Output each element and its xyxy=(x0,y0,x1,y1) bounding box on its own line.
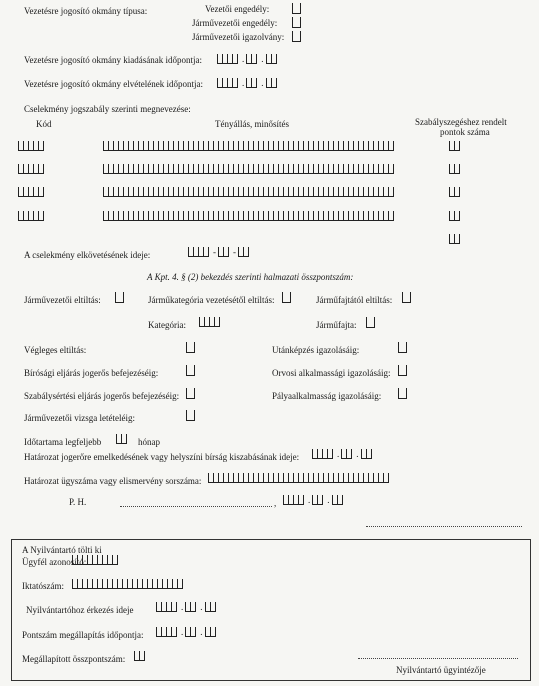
stamp-date-field[interactable] xyxy=(283,494,346,505)
duration-field[interactable] xyxy=(116,433,130,444)
input-cell[interactable] xyxy=(346,449,352,459)
signature-dotted-line xyxy=(366,526,522,527)
license-issue-label: Vezetésre jogosító okmány kiadásának időpontja: xyxy=(24,55,202,65)
input-cell[interactable] xyxy=(232,78,238,88)
check-final[interactable] xyxy=(186,342,195,353)
option-jarmuvezetoi-engedely: Járművezetői engedély: xyxy=(192,18,278,28)
offence-facts-field[interactable] xyxy=(103,163,397,174)
duration-label: Időtartama legfeljebb xyxy=(24,437,102,447)
duration-unit: hónap xyxy=(138,437,160,447)
driver-ban-label: Járművezetői eltiltás: xyxy=(24,295,101,305)
separator: . xyxy=(200,602,203,612)
check-aptitude[interactable] xyxy=(398,388,407,399)
checkbox-jarmuvezetoi-engedely[interactable] xyxy=(292,17,301,28)
input-cell[interactable] xyxy=(337,495,343,505)
input-cell[interactable] xyxy=(388,211,394,221)
clerk-dotted-line xyxy=(358,658,518,659)
input-cell[interactable] xyxy=(271,54,277,64)
input-cell[interactable] xyxy=(298,495,304,505)
input-cell[interactable] xyxy=(121,434,127,444)
ph-label: P. H. xyxy=(69,497,87,507)
input-cell[interactable] xyxy=(366,449,372,459)
check-label-retraining: Utánképzés igazolásáig: xyxy=(272,345,360,355)
input-cell[interactable] xyxy=(210,627,216,637)
option-vezetoi-engedely: Vezetői engedély: xyxy=(205,4,270,14)
check-label-final: Végleges eltiltás: xyxy=(24,345,87,355)
separator: - xyxy=(213,247,216,257)
separator: . xyxy=(181,602,184,612)
checkbox-vezetoi-engedely[interactable] xyxy=(292,3,301,14)
file-no-field[interactable] xyxy=(72,578,186,589)
input-cell[interactable] xyxy=(203,247,209,257)
offence-points-field[interactable] xyxy=(449,140,463,151)
separator: . xyxy=(200,627,203,637)
clerk-label: Nyilvántartó ügyintézője xyxy=(396,665,486,675)
separator: . xyxy=(242,78,245,88)
decision-date-label: Határozat jogerőre emelkedésének vagy helyszíni bírság kiszabásának ideje: xyxy=(24,452,300,462)
input-cell[interactable] xyxy=(388,187,394,197)
license-type-label: Vezetésre jogosító okmány típusa: xyxy=(24,6,148,16)
driver-ban-checkbox[interactable] xyxy=(115,292,124,303)
input-cell[interactable] xyxy=(171,602,177,612)
total-points-field[interactable] xyxy=(134,650,148,661)
input-cell[interactable] xyxy=(190,627,196,637)
check-retraining[interactable] xyxy=(398,342,407,353)
input-cell[interactable] xyxy=(454,164,460,174)
separator: . xyxy=(308,495,311,505)
separator: . xyxy=(356,449,359,459)
input-cell[interactable] xyxy=(251,54,257,64)
input-cell[interactable] xyxy=(317,495,323,505)
checkbox-jarmuvezetoi-igazolvany[interactable] xyxy=(292,31,301,42)
offence-points-field[interactable] xyxy=(449,163,463,174)
column-code: Kód xyxy=(36,119,52,129)
category-field[interactable] xyxy=(199,316,223,327)
check-label-misdemeanor: Szabálysértési eljárás jogerős befejezéséig: xyxy=(24,391,180,401)
offence-facts-field[interactable] xyxy=(103,210,397,221)
offence-code-field[interactable] xyxy=(18,140,47,151)
vehicle-type-label: Járműfajta: xyxy=(316,320,357,330)
category-label: Kategória: xyxy=(148,320,186,330)
check-court[interactable] xyxy=(186,365,195,376)
input-cell[interactable] xyxy=(454,234,460,244)
check-label-exam: Járművezetői vizsga letételéig: xyxy=(24,413,135,423)
offence-date-label: A cselekmény elkövetésének ideje: xyxy=(24,250,151,260)
check-exam[interactable] xyxy=(186,410,195,421)
license-withdraw-date-field[interactable] xyxy=(217,77,280,88)
offence-code-field[interactable] xyxy=(18,210,47,221)
option-jarmuvezetoi-igazolvany: Járművezetői igazolvány: xyxy=(192,32,285,42)
input-cell[interactable] xyxy=(223,247,229,257)
decision-number-label: Határozat ügyszáma vagy elismervény sorszáma: xyxy=(24,476,202,486)
section-title: A Kpt. 4. § (2) bekezdés szerinti halmazati összpontszám: xyxy=(147,272,354,282)
offence-date-field[interactable] xyxy=(188,246,252,257)
comma: , xyxy=(274,498,277,508)
check-misdemeanor[interactable] xyxy=(186,388,195,399)
column-points-1: Szabályszegéshez rendelt xyxy=(415,117,507,127)
score-date-label: Pontszám megállapítás időpontja: xyxy=(22,630,144,640)
separator: . xyxy=(337,449,340,459)
separator: . xyxy=(242,54,245,64)
column-facts: Tényállás, minősítés xyxy=(215,119,289,129)
input-cell[interactable] xyxy=(38,141,44,151)
offence-heading: Cselekmény jogszabály szerinti megnevezése: xyxy=(24,104,191,114)
input-cell[interactable] xyxy=(243,247,249,257)
input-cell[interactable] xyxy=(38,187,44,197)
check-label-aptitude: Pályaalkalmasság igazolásáig: xyxy=(272,391,382,401)
offence-points-field[interactable] xyxy=(449,186,463,197)
input-cell[interactable] xyxy=(214,317,220,327)
input-cell[interactable] xyxy=(271,78,277,88)
type-ban-checkbox[interactable] xyxy=(402,292,411,303)
input-cell[interactable] xyxy=(232,54,238,64)
offence-total-points-field[interactable] xyxy=(449,233,463,244)
separator: . xyxy=(327,495,330,505)
offence-code-field[interactable] xyxy=(18,186,47,197)
type-ban-label: Járműfajtától eltiltás: xyxy=(316,295,393,305)
offence-points-field[interactable] xyxy=(449,210,463,221)
input-cell[interactable] xyxy=(383,473,389,483)
arrival-date-field[interactable] xyxy=(156,601,219,612)
input-cell[interactable] xyxy=(454,141,460,151)
client-id-field[interactable] xyxy=(72,554,121,565)
input-cell[interactable] xyxy=(112,555,118,565)
input-cell[interactable] xyxy=(190,602,196,612)
column-points-2: pontok száma xyxy=(440,127,490,137)
registry-title: A Nyilvántartó tölti ki xyxy=(22,545,102,555)
decision-number-field[interactable] xyxy=(208,472,392,483)
input-cell[interactable] xyxy=(38,164,44,174)
license-issue-date-field[interactable] xyxy=(217,53,280,64)
file-no-label: Iktatószám: xyxy=(22,581,64,591)
input-cell[interactable] xyxy=(327,449,333,459)
separator: - xyxy=(233,247,236,257)
offence-code-field[interactable] xyxy=(18,163,47,174)
category-ban-label: Járműkategória vezetésétől eltiltás: xyxy=(148,295,275,305)
category-ban-checkbox[interactable] xyxy=(282,292,291,303)
input-cell[interactable] xyxy=(171,627,177,637)
input-cell[interactable] xyxy=(388,141,394,151)
separator: . xyxy=(261,78,264,88)
input-cell[interactable] xyxy=(251,78,257,88)
input-cell[interactable] xyxy=(177,579,183,589)
input-cell[interactable] xyxy=(38,211,44,221)
separator: . xyxy=(181,627,184,637)
score-date-field[interactable] xyxy=(156,626,219,637)
check-medical[interactable] xyxy=(398,365,407,376)
client-id-label: Ügyfél azonosító: xyxy=(22,557,87,567)
input-cell[interactable] xyxy=(454,211,460,221)
decision-date-field[interactable] xyxy=(312,448,375,459)
input-cell[interactable] xyxy=(139,651,145,661)
vehicle-type-checkbox[interactable] xyxy=(366,317,375,328)
input-cell[interactable] xyxy=(454,187,460,197)
stamp-dotted-line xyxy=(120,506,272,507)
offence-facts-field[interactable] xyxy=(103,186,397,197)
separator: . xyxy=(261,54,264,64)
check-label-court: Bírósági eljárás jogerős befejezéséig: xyxy=(24,368,159,378)
offence-facts-field[interactable] xyxy=(103,140,397,151)
license-withdraw-label: Vezetésre jogosító okmány elvételének időpontja: xyxy=(24,79,203,89)
input-cell[interactable] xyxy=(388,164,394,174)
check-label-medical: Orvosi alkalmassági igazolásáig: xyxy=(272,368,391,378)
input-cell[interactable] xyxy=(210,602,216,612)
total-points-label: Megállapított összpontszám: xyxy=(22,654,126,664)
arrival-label: Nyilvántartóhoz érkezés ideje xyxy=(26,605,134,615)
